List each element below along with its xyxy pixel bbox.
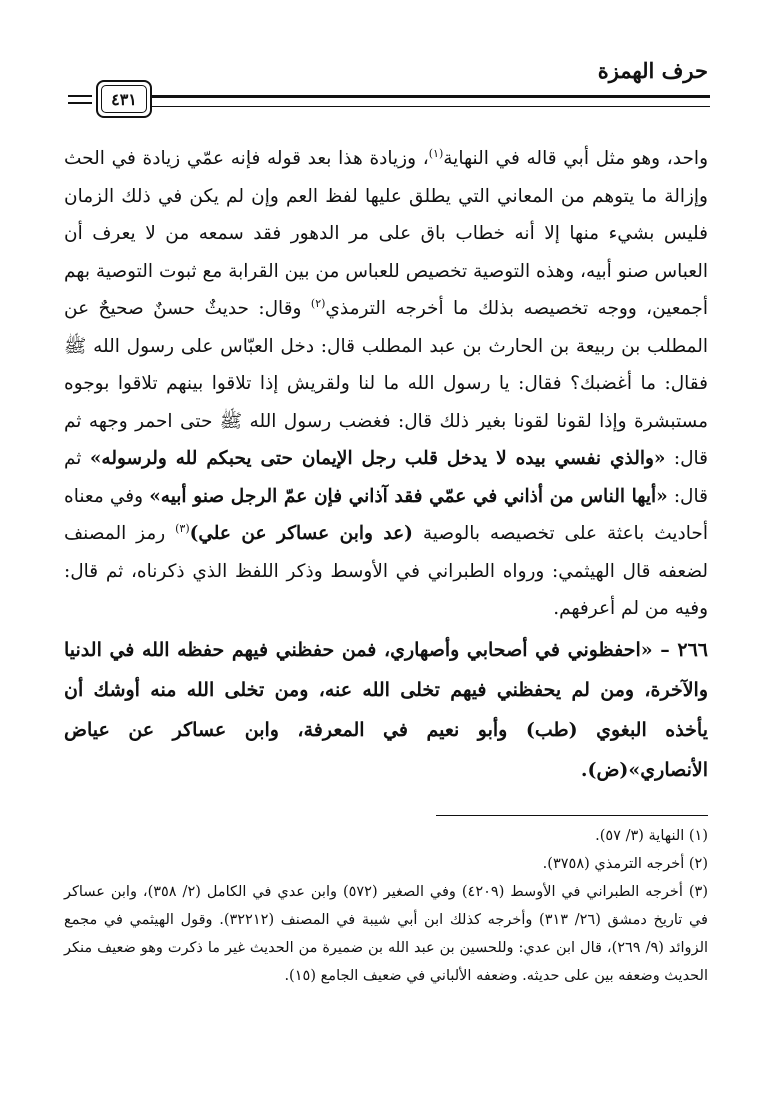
footnote-divider <box>436 815 708 816</box>
page-number-frame <box>96 80 152 118</box>
text-segment: رمز المصنف لضعفه قال الهيثمي: ورواه الطبراني في الأوسط وذكر اللفظ الذي ذكرناه، ثم قال: وفيه من لم أعرفهم. <box>64 523 708 619</box>
source-code: (عد وابن عساكر عن علي) <box>189 523 413 544</box>
page-number: ٤٣١ <box>101 85 147 113</box>
footnote-3: (٣) أخرجه الطبراني في الأوسط (٤٢٠٩) وفي الصغير (٥٧٢) وابن عدي في الكامل (٢/ ٣٥٨)، وابن عساكر في تاريخ دمشق (٢٦/ ٣١٣) وأخرجه كذلك ابن أبي شيبة في المصنف (٣٢٢١٢). وقول الهيثمي في مجمع الزوائد (٩/ ٢٦٩)، قال ابن عدي: وللحسين بن عبد الله بن ضميرة من الحديث غير ما ذكرت وهو ضعيف منكر الحديث وضعفه بين على حديثه. وضعفه الألباني في ضعيف الجامع (١٥). <box>64 884 709 984</box>
hadith-entry-266: ٢٦٦ – «احفظوني في أصحابي وأصهاري، فمن حفظني فيهم حفظه الله في الدنيا والآخرة، ومن لم يحفظني فيهم تخلى الله عنه، ومن تخلى الله منه أوشك أن يأخذه البغوي (طب) وأبو نعيم في المعرفة، وابن عساكر عن عياض الأنصاري»(ض). <box>64 638 708 781</box>
text-segment: وفي معناه أحاديث باعثة على تخصيصه بالوصية <box>64 485 708 544</box>
footnote-ref-1[interactable]: (١) <box>428 146 444 160</box>
footnotes <box>64 822 708 990</box>
chapter-title: حرف الهمزة <box>597 58 708 83</box>
footnote-ref-2[interactable]: (٢) <box>310 296 326 310</box>
body-text <box>64 140 708 790</box>
hadith-quote: «والذي نفسي بيده لا يدخل قلب رجل الإيمان حتى يحبكم لله ولرسوله» <box>89 448 666 469</box>
hadith-quote: «أيها الناس من أذاني في عمّي فقد آذاني فإن عمّ الرجل صنو أبيه» <box>149 485 668 507</box>
text-segment: ثم قال: <box>64 448 708 507</box>
text-segment: واحد، وهو مثل أبي قاله في النهاية <box>443 148 709 169</box>
footnote-ref-3[interactable]: (٣) <box>175 521 190 535</box>
paragraph-commentary <box>64 140 708 628</box>
header-rule <box>150 95 710 107</box>
footnote-2: (٢) أخرجه الترمذي (٣٧٥٨). <box>542 856 708 872</box>
text-segment: ، وزيادة هذا بعد قوله فإنه عمّي زيادة في الحث وإزالة ما يتوهم من المعاني التي يطلق عليها لفظ العم وإن لم يكن في ذلك الزمان فليس بشيء منها إلا أنه خطاب باق على مر الدهور فقد سمعه من لا يعرف أن العباس صنو أبيه، وهذه التوصية تخصيص للعباس من بين القرابة مع ثبوت التوصية بهم أجمعين، ووجه تخصيصه بذلك ما أخرجه الترمذي <box>64 148 708 319</box>
text-segment: وقال: حديثٌ حسنٌ صحيحٌ عن المطلب بن ربيعة بن الحارث بن عبد المطلب قال: دخل العبّاس على رسول الله ﷺ فقال: ما أغضبك؟ فقال: يا رسول الله ما لنا ولقريش إذا تلاقوا بينهم تلاقوا بوجوه مستبشرة وإذا لقونا لقونا بغير ذلك قال: فغضب رسول الله ﷺ حتى احمر وجهه ثم قال: <box>64 298 709 469</box>
page-number-dash <box>68 95 92 104</box>
footnote-1: (١) النهاية (٣/ ٥٧). <box>595 828 708 844</box>
